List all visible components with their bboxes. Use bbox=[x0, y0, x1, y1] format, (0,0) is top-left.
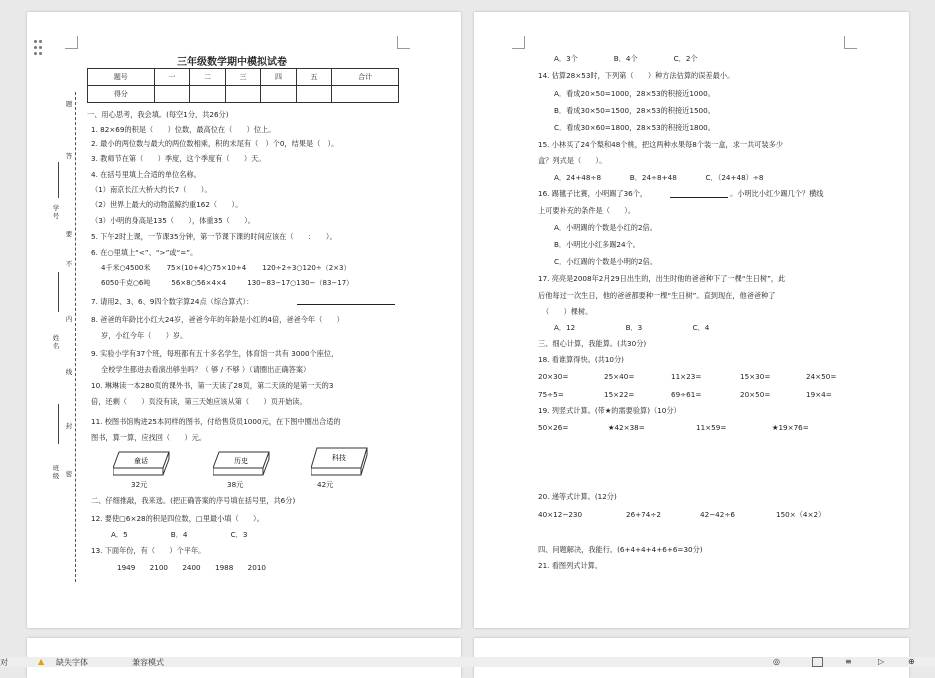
question-line: A．12 B．3 C．4 bbox=[554, 323, 710, 332]
question-line: 15. 小林买了24个梨和48个桃，把这两种水果每8个装一盒，求一共可装多少 bbox=[538, 140, 784, 149]
calc-item: 11×23= bbox=[671, 372, 702, 381]
question-line: 6. 在○里填上“<”、“>”或“=”。 bbox=[91, 248, 198, 257]
question-line: 8. 爸爸的年龄比小红大24岁，爸爸今年的年龄是小红的4倍，爸爸今年（ ） bbox=[91, 315, 344, 324]
question-line: B．小明比小红多踢24个。 bbox=[554, 240, 640, 249]
book-history[interactable] bbox=[213, 448, 275, 489]
crop-mark bbox=[397, 36, 410, 49]
question-line: （3）小明的身高是135（ ），体重35（ ）。 bbox=[91, 216, 255, 225]
crop-mark bbox=[844, 36, 857, 49]
margin-label: 答 bbox=[65, 152, 73, 160]
margin-label: 密 bbox=[65, 470, 73, 478]
question-line: 19. 列竖式计算。(带★的需要验算)（10分） bbox=[538, 406, 681, 415]
calc-item: 11×59= bbox=[696, 423, 727, 432]
score-header-cell: 题号 bbox=[88, 69, 155, 86]
drag-handle-icon[interactable] bbox=[34, 40, 42, 56]
score-header-cell: 一 bbox=[154, 69, 190, 86]
score-cell[interactable] bbox=[225, 86, 261, 103]
margin-label: 学号 bbox=[52, 204, 60, 220]
crop-mark bbox=[65, 36, 78, 49]
question-line: 9. 实验小学有37个班，每班都有五十多名学生，体育馆一共有 3000个座位， bbox=[91, 349, 339, 358]
margin-blank bbox=[58, 404, 59, 444]
book-science[interactable] bbox=[311, 444, 373, 489]
section-heading: 三、细心计算，我能算。(共30分) bbox=[538, 339, 647, 348]
margin-blank bbox=[58, 162, 59, 198]
globe-icon[interactable]: ⊕ bbox=[908, 657, 915, 666]
question-line: 5. 下午2时上课，一节课35分钟，第一节课下课的时间应该在（ ： ）。 bbox=[91, 232, 337, 241]
question-line: 3. 教师节在第（ ）季度，这个季度有（ ）天。 bbox=[91, 154, 266, 163]
question-line: 倍，还剩（ ）页没有读，第三天她应该从第（ ）页开始读。 bbox=[91, 397, 307, 406]
document-page-1 bbox=[27, 12, 461, 628]
status-text: 对 bbox=[0, 658, 8, 667]
margin-label: 内 bbox=[65, 315, 73, 323]
question-line: （2）世界上最大的动物蓝鲸约重162（ ）。 bbox=[91, 200, 243, 209]
question-line: A．5 B．4 C．3 bbox=[111, 530, 248, 539]
question-line: （ ）棵树。 bbox=[542, 307, 593, 316]
score-header-cell: 四 bbox=[261, 69, 297, 86]
score-cell[interactable] bbox=[296, 86, 332, 103]
question-line: 18. 看谁算得快。(共10分) bbox=[538, 355, 624, 364]
warning-icon: ▲ bbox=[38, 657, 45, 666]
score-header-cell: 合计 bbox=[332, 69, 399, 86]
question-line: 7. 请用2、3、6、9四个数字算24点（综合算式）： bbox=[91, 297, 254, 306]
question-line: 20. 递等式计算。(12分) bbox=[538, 492, 617, 501]
question-line: 1. 82×69的积是（ ）位数，最高位在（ ）位上。 bbox=[91, 125, 276, 134]
question-line: 盒？列式是（ ）。 bbox=[538, 156, 607, 165]
page-view-icon[interactable] bbox=[812, 657, 823, 667]
book-icon bbox=[311, 444, 373, 480]
question-line: 14. 估算28×53时，下列第（ ）种方法估算的误差最小。 bbox=[538, 71, 735, 80]
question-line: （1）南京长江大桥大约长7（ ）。 bbox=[91, 185, 212, 194]
question-line: 全校学生都进去看演出够坐吗？（ 够 / 不够 ）（请圈出正确答案） bbox=[101, 365, 311, 374]
calc-item: 20×30= bbox=[538, 372, 569, 381]
question-line: 图书，算一算，应找回（ ）元。 bbox=[91, 433, 207, 442]
book-title: 科技 bbox=[332, 454, 346, 462]
book-icon bbox=[113, 448, 175, 480]
book-title: 历史 bbox=[234, 457, 248, 465]
margin-label: 封 bbox=[65, 422, 73, 430]
question-line: A．看成20×50=1000，28×53的积接近1000。 bbox=[554, 89, 715, 98]
question-line: C．看成30×60=1800，28×53的积接近1800。 bbox=[554, 123, 715, 132]
book-price: 38元 bbox=[227, 480, 244, 489]
calc-item: 150×（4×2） bbox=[776, 510, 826, 519]
score-row-label: 得分 bbox=[88, 86, 155, 103]
section-heading: 一、用心思考，我会填。(每空1分，共26分) bbox=[87, 110, 229, 119]
question-line: 1949 2100 2400 1988 2010 bbox=[117, 563, 266, 572]
margin-label: 要 bbox=[65, 230, 73, 238]
page-title: 三年级数学期中模拟试卷 bbox=[177, 57, 287, 68]
eye-icon[interactable]: ◎ bbox=[773, 657, 780, 666]
section-heading: 四、问题解决，我能行。(6+4+4+4+6+6=30分) bbox=[538, 545, 703, 554]
answer-blank[interactable] bbox=[670, 197, 728, 198]
document-page-2 bbox=[474, 12, 909, 628]
book-title: 童话 bbox=[134, 457, 148, 465]
book-price: 42元 bbox=[317, 480, 334, 489]
book-icon bbox=[213, 448, 275, 480]
margin-label: 线 bbox=[65, 368, 73, 376]
question-line: B．看成30×50=1500，28×53的积接近1500。 bbox=[554, 106, 715, 115]
question-line: 12. 要使□6×28的积是四位数，□里最小填（ ）。 bbox=[91, 514, 264, 523]
calc-item: ★42×38= bbox=[608, 423, 645, 432]
question-line: C．小红踢的个数是小明的2倍。 bbox=[554, 257, 658, 266]
question-line: A．3个 B．4个 C．2个 bbox=[554, 54, 698, 63]
question-line: 11. 校图书馆购进25本同样的图书，付给售货员1000元，在下图中圈出合适的 bbox=[91, 417, 341, 426]
calc-item: ★19×76= bbox=[772, 423, 809, 432]
calc-item: 24×50= bbox=[806, 372, 837, 381]
question-line: 17. 亮亮是2008年2月29日出生的，出生时他的爸爸种下了一棵“生日树”，此 bbox=[538, 274, 786, 283]
question-line: 。小明比小红少踢几个？横线 bbox=[730, 189, 824, 198]
question-line: 4. 在括号里填上合适的单位名称。 bbox=[91, 170, 201, 179]
book-fairy-tales[interactable] bbox=[113, 448, 175, 489]
margin-label: 姓名 bbox=[52, 334, 60, 350]
score-cell[interactable] bbox=[154, 86, 190, 103]
question-line: 岁，小红今年（ ）岁。 bbox=[101, 331, 188, 340]
missing-font-button[interactable]: 缺失字体 bbox=[56, 658, 88, 667]
compat-mode-label: 兼容模式 bbox=[132, 658, 164, 667]
score-header-cell: 二 bbox=[190, 69, 226, 86]
question-line: 13. 下面年份，有（ ）个平年。 bbox=[91, 546, 206, 555]
question-line: 4千米○4500米 75×(10+4)○75×10+4 120÷2÷3○120÷（2×3） bbox=[101, 264, 351, 272]
calc-item: 26+74÷2 bbox=[626, 510, 661, 519]
play-icon[interactable]: ▷ bbox=[878, 657, 885, 666]
question-line: 上可要补充的条件是（ ）。 bbox=[538, 206, 636, 215]
question-line: 21. 看图列式计算。 bbox=[538, 561, 603, 570]
calc-item: 15×22= bbox=[604, 390, 635, 399]
calc-item: 40×12−230 bbox=[538, 510, 583, 519]
score-table bbox=[87, 68, 399, 103]
score-header-cell: 三 bbox=[225, 69, 261, 86]
question-line: A．24+48÷8 B．24÷8+48 C．（24+48）÷8 bbox=[554, 173, 764, 182]
score-cell[interactable] bbox=[332, 86, 399, 103]
book-price: 32元 bbox=[131, 480, 148, 489]
crop-mark bbox=[512, 36, 525, 49]
answer-blank[interactable] bbox=[297, 304, 395, 305]
question-line: 后他每过一次生日，他的爸爸都要种一棵“生日树”。直到现在，他爸爸种了 bbox=[538, 291, 776, 300]
question-line: 10. 琳琳读一本280页的课外书，第一天读了28页，第二天读的是第一天的3 bbox=[91, 381, 334, 390]
margin-label: 不 bbox=[65, 260, 73, 268]
binding-line bbox=[75, 92, 76, 582]
calc-item: 50×26= bbox=[538, 423, 569, 432]
calc-item: 20×50= bbox=[740, 390, 771, 399]
calc-item: 25×40= bbox=[604, 372, 635, 381]
calc-item: 69÷61= bbox=[671, 390, 702, 399]
question-line: 2. 最小的两位数与最大的两位数相乘，积的末尾有（ ）个0，结果是（ ）。 bbox=[91, 139, 339, 148]
score-header-cell: 五 bbox=[296, 69, 332, 86]
margin-label: 题 bbox=[65, 100, 73, 108]
margin-label: 班级 bbox=[52, 464, 60, 480]
calc-item: 75÷5= bbox=[538, 390, 564, 399]
outline-view-icon[interactable]: ≡ bbox=[845, 657, 852, 666]
score-cell[interactable] bbox=[261, 86, 297, 103]
section-heading: 二、仔细推敲，我来选。(把正确答案的序号填在括号里，共6分) bbox=[91, 496, 296, 505]
calc-item: 42−42÷6 bbox=[700, 510, 735, 519]
question-line: 6050千克○6吨 56×8○56×4×4 130−83−17○130−（83−17） bbox=[101, 279, 354, 287]
status-bar bbox=[0, 657, 935, 667]
question-line: A．小明踢的个数是小红的2倍。 bbox=[554, 223, 657, 232]
score-cell[interactable] bbox=[190, 86, 226, 103]
margin-blank bbox=[58, 272, 59, 312]
question-line: 16. 踢毽子比赛，小明踢了36个， bbox=[538, 189, 648, 198]
calc-item: 19×4= bbox=[806, 390, 832, 399]
calc-item: 15×30= bbox=[740, 372, 771, 381]
